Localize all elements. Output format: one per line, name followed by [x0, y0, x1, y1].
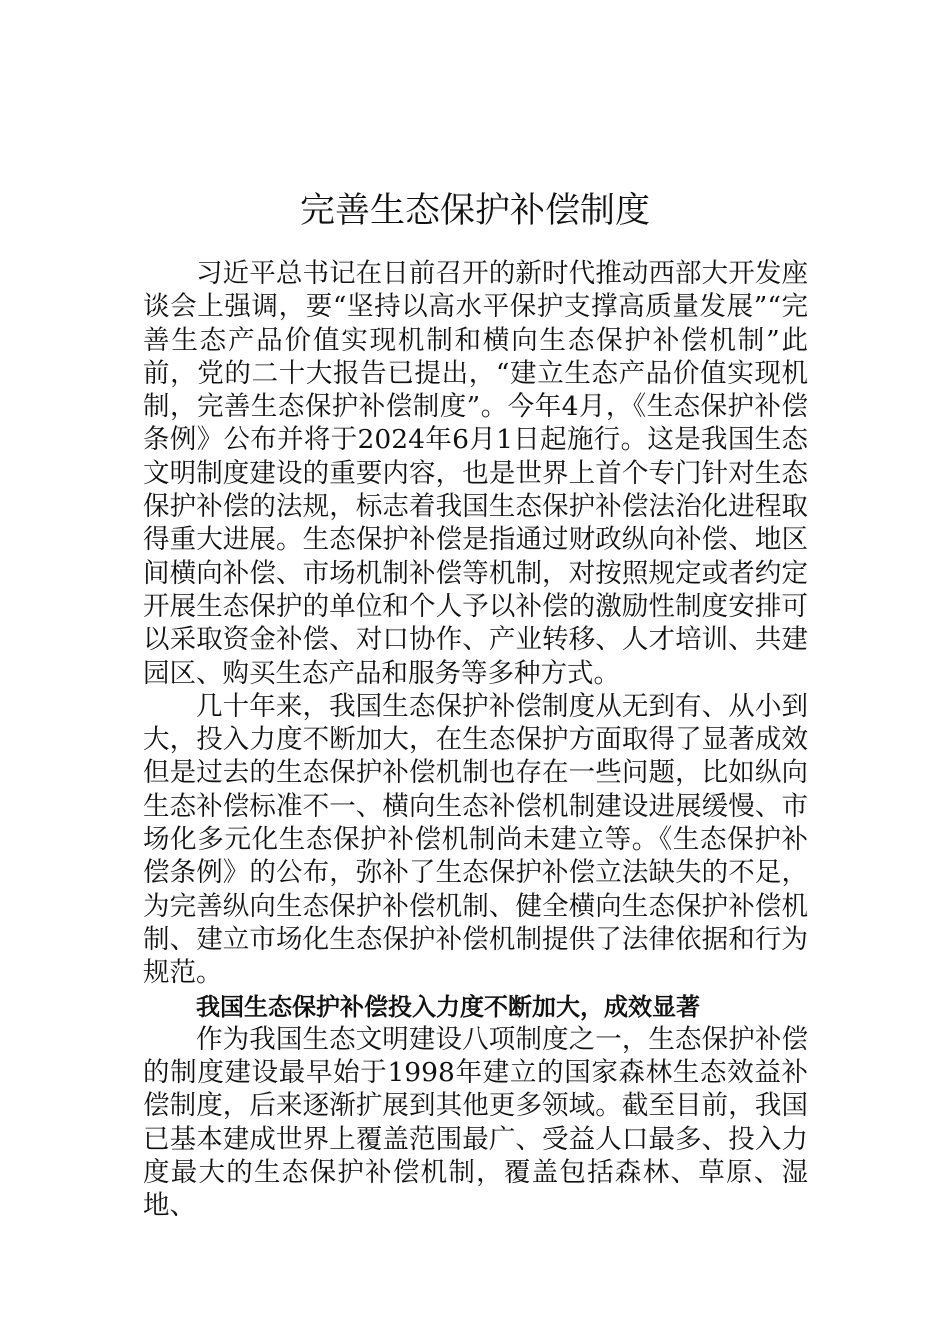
document-body — [143, 257, 808, 1223]
section-subheading: 我国生态保护补偿投入力度不断加大，成效显著 — [196, 991, 700, 1021]
paragraph-history: 几十年来，我国生态保护补偿制度从无到有、从小到大，投入力度不断加大，在生态保护方面取得了显著成效但是过去的生态保护补偿机制也存在一些问题，比如纵向生态补偿标准不一、横向生态补偿机制建设进展缓慢、市场化多元化生态保护补偿机制尚未建立等。《生态保护补偿条例》的公布，弥补了生态保护补偿立法缺失的不足，为完善纵向生态保护补偿机制、健全横向生态保护补偿机制、建立市场化生态保护补偿机制提供了法律依据和行为规范。 — [143, 690, 808, 989]
paragraph-intro: 习近平总书记在日前召开的新时代推动西部大开发座谈会上强调，要“坚持以高水平保护支撑高质量发展”“完善生态产品价值实现机制和横向生态保护补偿机制”此前，党的二十大报告已提出，“建立生态产品价值实现机制，完善生态保护补偿制度”。今年4月，《生态保护补偿条例》公布并将于2024年6月1日起施行。这是我国生态文明制度建设的重要内容，也是世界上首个专门针对生态保护补偿的法规，标志着我国生态保护补偿法治化进程取得重大进展。生态保护补偿是指通过财政纵向补偿、地区间横向补偿、市场机制补偿等机制，对按照规定或者约定开展生态保护的单位和个人予以补偿的激励性制度安排可以采取资金补偿、对口协作、产业转移、人才培训、共建园区、购买生态产品和服务等多种方式。 — [143, 258, 808, 689]
paragraph-institution: 作为我国生态文明建设八项制度之一，生态保护补偿的制度建设最早始于1998年建立的国家森林生态效益补偿制度，后来逐渐扩展到其他更多领域。截至目前，我国已基本建成世界上覆盖范围最广、受益人口最多、投入力度最大的生态保护补偿机制，覆盖包括森林、草原、湿地、 — [143, 1023, 808, 1222]
document-title: 完善生态保护补偿制度 — [299, 191, 650, 232]
